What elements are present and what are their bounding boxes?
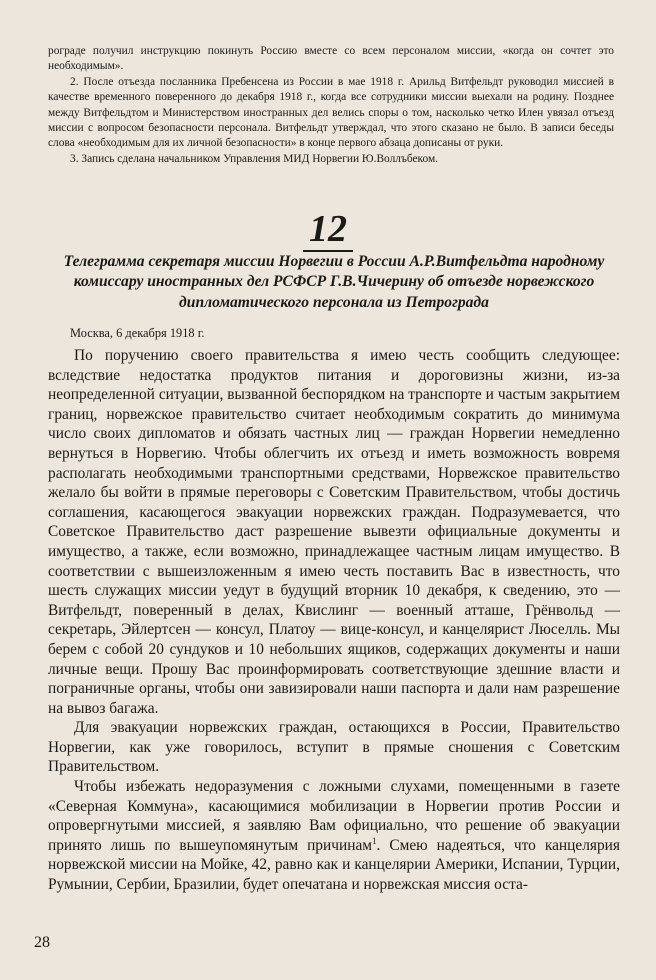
footnote-3: 3. Запись сделана начальником Управления МИД Норвегии Ю.Воллъбеком.	[70, 152, 439, 165]
paragraph-3-part-1: Чтобы избежать недоразумения с ложными слухами, помещенными в газете «Северная Коммуна», касающимися мобилизации в Норвегии против России и опровергнутыми миссией, я заявляю Вам официально, что решение об эвакуации принято лишь по вышеупомянутым причинам	[48, 778, 620, 854]
paragraph-3-part-2: . Смею надеяться, что канцелярия норвежской миссии на Мойке, 42, равно как и канцелярии Америки, Испании, Турции, Румынии, Сербии, Бразилии, будет опечатана и норвежская миссия оста-	[48, 836, 620, 894]
paragraph-1: По поручению своего правительства я имею честь сообщить следующее: вследствие недостатка продуктов питания и дороговизны жизни, из-за неопределенной ситуации, вызванной беспорядком на транспорте и частым закрытием границ, норвежское правительство считает необходимым сократить до минимума число своих дипломатов и обязать частных лиц — граждан Норвегии немедленно вернуться в Норвегию. Чтобы облегчить их отъезд и иметь возможность вовремя располагать необходимыми транспортными средствами, Норвежское правительство желало бы войти в прямые переговоры с Советским Правительством, чтобы достичь соглашения, касающегося эвакуации норвежских граждан. Подразумевается, что Советское Правительство даст разрешение вывезти официальные документы и имущество, а также, если возможно, принадлежащее частным лицам имущество. В соответствии с вышеизложенным я имею честь поставить Вас в известность, что шесть служащих миссии уедут в будущий вторник 10 декабря, к сведению, это — Витфельдт, поверенный в делах, Квислинг — военный атташе, Грёнвольд — секретарь, Эйлертсен — консул, Платоу — вице-консул, и канцелярист Люселль. Мы берем с собой 20 сундуков и 10 небольших ящиков, содержащих документы и наши личные вещи. Прошу Вас проинформировать соответствующие здешние власти и пограничные органы, чтобы они завизировали наши паспорта и дали нам разрешение на вывоз багажа.	[48, 347, 620, 717]
page-number: 28	[34, 934, 50, 951]
document-number	[0, 208, 656, 252]
document-number-label: 12	[303, 208, 353, 252]
footnote-mark: 1	[372, 835, 377, 846]
footnotes-block	[48, 44, 614, 167]
footnote-continuation: рограде получил инструкцию покинуть Россию вместе со всем персоналом миссии, «когда он сочтет это необходимым».	[48, 45, 614, 73]
document-title: Телеграмма секретаря миссии Норвегии в России А.Р.Витфельдта народному комиссару иностранных дел РСФСР Г.В.Чичерину об отъезде норвежского дипломатического персонала из Петрограда	[63, 253, 605, 311]
footnote-2: 2. После отъезда посланника Пребенсена из России в мае 1918 г. Арильд Витфельдт руководил миссией в качестве временного поверенного до декабря 1918 г., когда все сотрудники миссии выехали на родину. Позднее между Витфельдтом и Министерством иностранных дел велись споры о том, насколько четко Илен увязал отъезд миссии с вопросом безопасности персонала. Витфельдт утверждал, что этого сказано не было. В записи беседы слова «необходимым для их личной безопасности» в конце первого абзаца дописаны от руки.	[48, 75, 614, 150]
paragraph-3	[48, 777, 620, 895]
place-date: Москва, 6 декабря 1918 г.	[70, 326, 205, 340]
paragraph-2: Для эвакуации норвежских граждан, остающихся в России, Правительство Норвегии, как уже говорилось, вступит в прямые сношения с Советским Правительством.	[48, 719, 620, 776]
telegram-body	[48, 346, 620, 895]
